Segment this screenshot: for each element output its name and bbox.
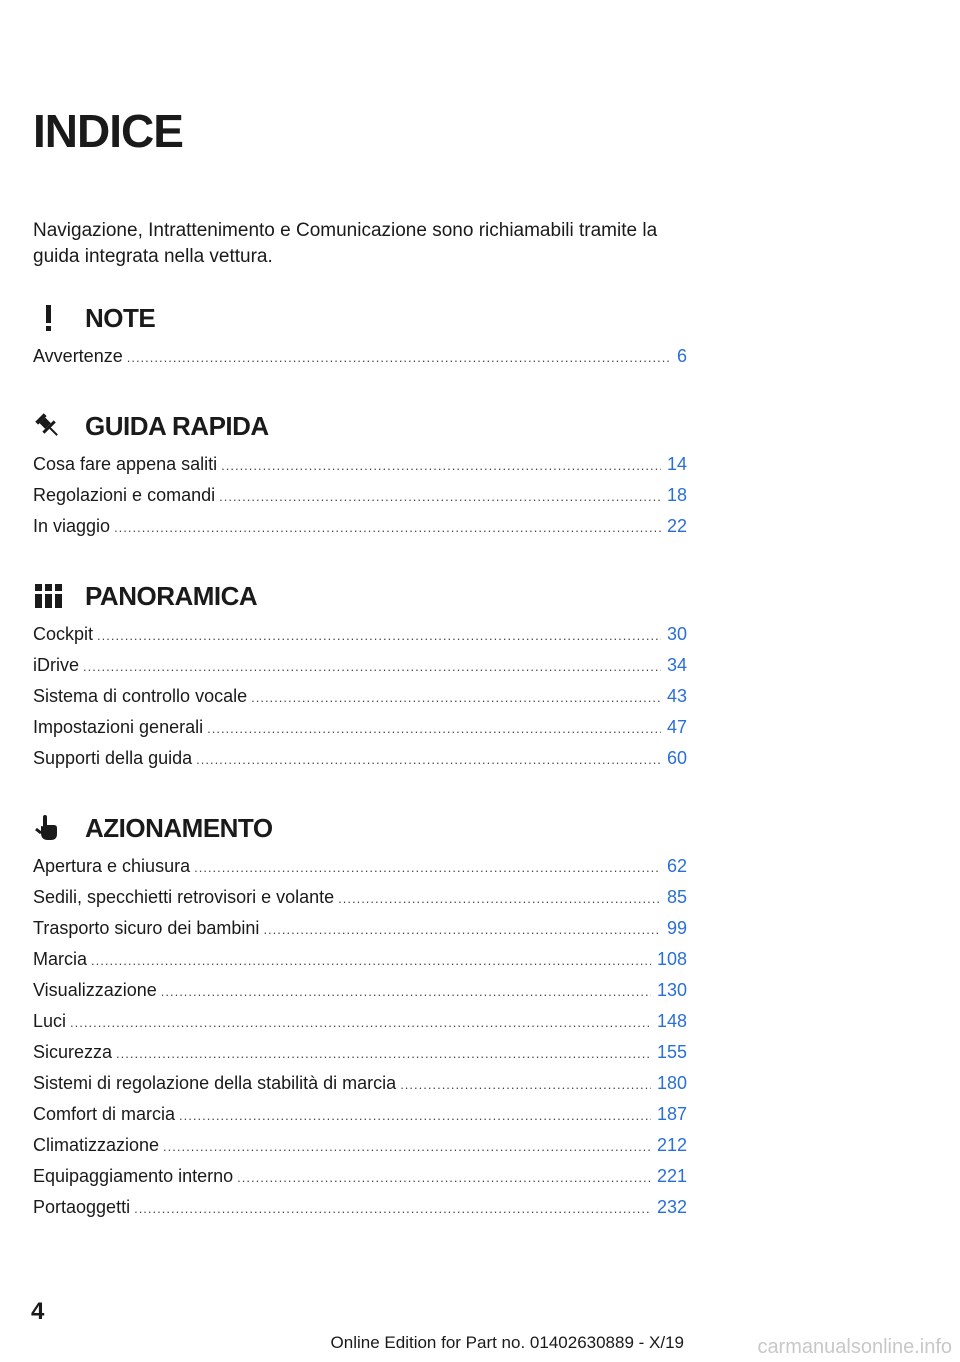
page-title: INDICE (33, 105, 183, 157)
section-panoramica (33, 568, 687, 779)
intro-text: Navigazione, Intrattenimento e Comunicazione sono richiamabili tramite la guida integrata nella vettura. (33, 220, 658, 267)
grid-icon (33, 581, 75, 611)
toc-entry[interactable] (33, 1166, 687, 1197)
dot-leader (196, 752, 661, 767)
toc-entry-label: Cosa fare appena saliti (33, 454, 218, 474)
toc-entry-label: Avvertenze (33, 346, 123, 366)
dot-leader (161, 984, 651, 999)
dot-leader (127, 350, 671, 365)
toc-entry-page[interactable]: 18 (666, 485, 687, 505)
section-header (33, 800, 687, 856)
toc-entry-page[interactable]: 60 (666, 748, 687, 768)
toc-entry-page[interactable]: 85 (666, 887, 687, 907)
toc-entry-page[interactable]: 212 (656, 1135, 687, 1155)
toc-entry-label: Impostazioni generali (33, 717, 204, 737)
toc-entry-label: Cockpit (33, 624, 94, 644)
toc-entry-label: Sicurezza (33, 1042, 113, 1062)
dot-leader (163, 1139, 651, 1154)
dot-leader (114, 520, 661, 535)
toc-entry-label: In viaggio (33, 516, 111, 536)
dot-leader (251, 690, 661, 705)
toc-entry-page[interactable]: 47 (666, 717, 687, 737)
section-header (33, 398, 687, 454)
dot-leader (179, 1108, 651, 1123)
section-title: NOTE (85, 302, 156, 333)
toc-entry[interactable] (33, 949, 687, 980)
section-guida-rapida (33, 398, 687, 547)
toc-entry-label: iDrive (33, 655, 80, 675)
toc-entry-page[interactable]: 62 (666, 856, 687, 876)
toc-entry[interactable] (33, 516, 687, 547)
toc-entry-page[interactable]: 99 (666, 918, 687, 938)
dot-leader (338, 891, 661, 906)
toc-entry-label: Sistema di controllo vocale (33, 686, 248, 706)
toc-entry[interactable] (33, 1042, 687, 1073)
toc-entry[interactable] (33, 686, 687, 717)
section-title: PANORAMICA (85, 580, 258, 611)
dot-leader (83, 659, 661, 674)
toc-entry[interactable] (33, 887, 687, 918)
toc-entry-page[interactable]: 180 (656, 1073, 687, 1093)
toc-entry[interactable] (33, 1135, 687, 1166)
toc-entry-label: Comfort di marcia (33, 1104, 176, 1124)
toc-entry-label: Marcia (33, 949, 88, 969)
toc-entry[interactable] (33, 485, 687, 516)
toc-entry-label: Luci (33, 1011, 67, 1031)
section-note (33, 290, 687, 377)
section-header (33, 568, 687, 624)
toc-entry-page[interactable]: 30 (666, 624, 687, 644)
toc-entry[interactable] (33, 1104, 687, 1135)
toc-entry-label: Equipaggiamento interno (33, 1166, 234, 1186)
toc-entry-label: Trasporto sicuro dei bambini (33, 918, 260, 938)
toc-entry[interactable] (33, 918, 687, 949)
toc-entry[interactable] (33, 980, 687, 1011)
dot-leader (221, 458, 661, 473)
exclamation-icon (33, 303, 75, 333)
page-number: 4 (31, 1298, 45, 1325)
toc-entry-page[interactable]: 130 (656, 980, 687, 1000)
toc-entry-page[interactable]: 6 (676, 346, 687, 366)
toc-entry-page[interactable]: 34 (666, 655, 687, 675)
dot-leader (70, 1015, 651, 1030)
toc-entry-page[interactable]: 155 (656, 1042, 687, 1062)
dot-leader (116, 1046, 651, 1061)
toc-entry-label: Supporti della guida (33, 748, 193, 768)
pin-icon (33, 411, 75, 441)
toc-entry-label: Sistemi di regolazione della stabilità di marcia (33, 1073, 397, 1093)
dot-leader (219, 489, 661, 504)
hand-pointer-icon (33, 813, 75, 843)
toc-entry-label: Apertura e chiusura (33, 856, 191, 876)
dot-leader (194, 860, 661, 875)
toc-entry-label: Portaoggetti (33, 1197, 131, 1217)
toc-entry-label: Climatizzazione (33, 1135, 160, 1155)
toc-entry[interactable] (33, 655, 687, 686)
table-of-contents (33, 290, 687, 1228)
dot-leader (400, 1077, 651, 1092)
dot-leader (263, 922, 661, 937)
toc-entry[interactable] (33, 856, 687, 887)
dot-leader (207, 721, 661, 736)
dot-leader (91, 953, 651, 968)
toc-entry[interactable] (33, 1197, 687, 1228)
toc-entry-page[interactable]: 108 (656, 949, 687, 969)
section-title: GUIDA RAPIDA (85, 410, 269, 441)
toc-entry[interactable] (33, 1011, 687, 1042)
toc-entry-page[interactable]: 148 (656, 1011, 687, 1031)
toc-entry-page[interactable]: 22 (666, 516, 687, 536)
toc-entry-label: Regolazioni e comandi (33, 485, 216, 505)
toc-entry[interactable] (33, 454, 687, 485)
dot-leader (134, 1201, 651, 1216)
section-header (33, 290, 687, 346)
toc-entry[interactable] (33, 748, 687, 779)
toc-entry-page[interactable]: 43 (666, 686, 687, 706)
toc-entry[interactable] (33, 346, 687, 377)
edition-footer: Online Edition for Part no. 01402630889 - X/19 (330, 1333, 684, 1352)
toc-entry[interactable] (33, 1073, 687, 1104)
toc-entry-label: Sedili, specchietti retrovisori e volante (33, 887, 335, 907)
section-title: AZIONAMENTO (85, 812, 273, 843)
toc-entry-page[interactable]: 187 (656, 1104, 687, 1124)
dot-leader (237, 1170, 651, 1185)
toc-entry-page[interactable]: 14 (666, 454, 687, 474)
toc-entry-label: Visualizzazione (33, 980, 157, 1000)
dot-leader (97, 628, 661, 643)
section-azionamento (33, 800, 687, 1228)
watermark: carmanualsonline.info (757, 1336, 952, 1358)
toc-entry-page[interactable]: 221 (656, 1166, 687, 1186)
toc-entry[interactable] (33, 717, 687, 748)
toc-entry[interactable] (33, 624, 687, 655)
toc-entry-page[interactable]: 232 (656, 1197, 687, 1217)
